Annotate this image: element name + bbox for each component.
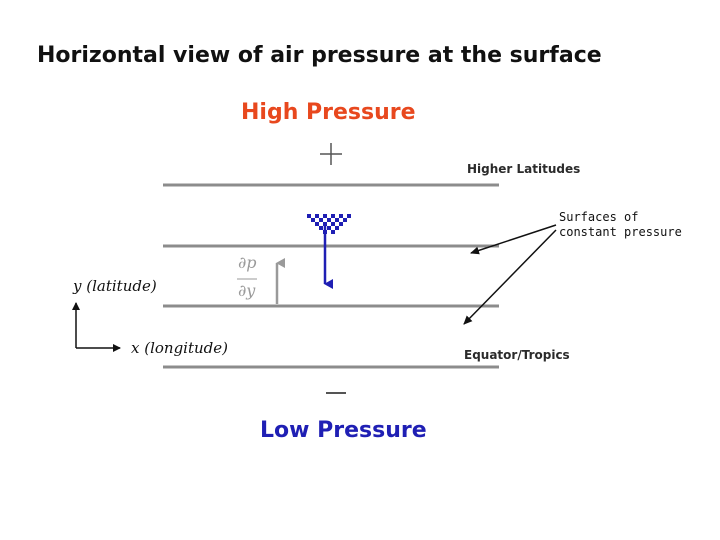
page-title: Horizontal view of air pressure at the surface (37, 43, 602, 68)
low-pressure-label: Low Pressure (260, 418, 427, 443)
derivative-numerator: ∂p (238, 253, 257, 272)
y-axis-label: y (latitude) (73, 277, 157, 295)
axis-arrowhead-up (72, 302, 80, 310)
checkered-arrow-down-icon (307, 214, 351, 234)
pointer-arrow (471, 225, 556, 253)
high-pressure-label: High Pressure (241, 100, 416, 125)
axis-arrowhead-right (113, 344, 121, 352)
surfaces-label (559, 210, 682, 240)
axes-icon (76, 303, 120, 348)
higher-latitudes-label: Higher Latitudes (467, 162, 581, 176)
plus-icon (320, 143, 342, 165)
derivative-denominator: ∂y (238, 281, 256, 300)
pointer-arrow (464, 230, 556, 324)
equator-label: Equator/Tropics (464, 348, 570, 362)
surfaces-label-line1: Surfaces of (559, 210, 639, 224)
surfaces-label-line2: constant pressure (559, 225, 682, 239)
x-axis-label: x (longitude) (131, 339, 228, 357)
